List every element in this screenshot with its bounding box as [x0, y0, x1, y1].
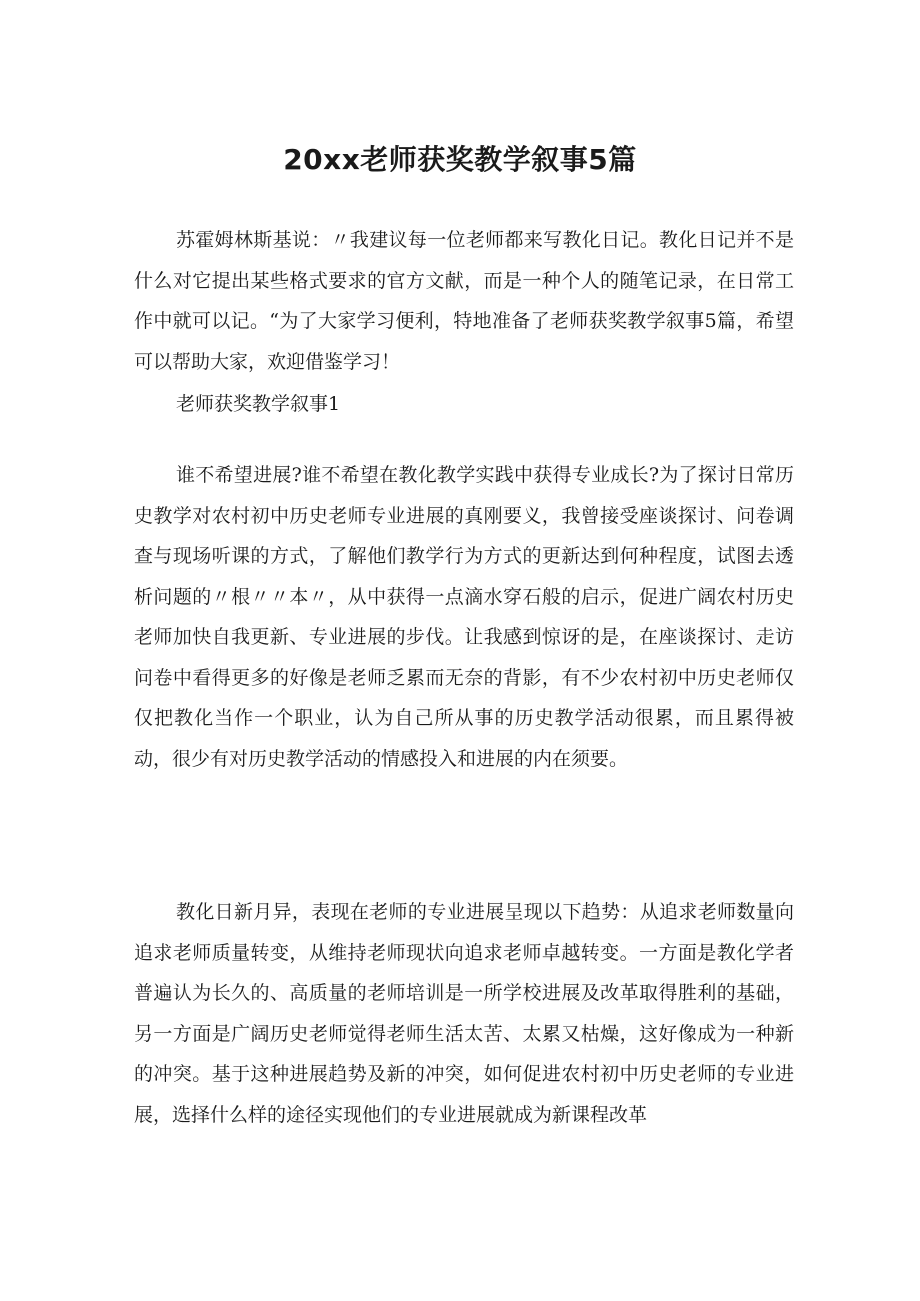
section-heading: 老师获奖教学叙事1 — [176, 393, 341, 415]
document-title: 20xx老师获奖教学叙事5篇 — [283, 143, 637, 176]
body-paragraph-1: 谁不希望进展?谁不希望在教化教学实践中获得专业成长?为了探讨日常历史教学对农村初中历史老师专业进展的真刚要义，我曾接受座谈探讨、问卷调查与现场听课的方式，了解他们教学行为方式的更新达到何种程度，试图去透析问题的〃根〃〃本〃，从中获得一点滴水穿石般的启示，促进广阔农村历史老师加快自我更新、专业进展的步伐。让我感到惊讶的是，在座谈探讨、走访问卷中看得更多的好像是老师乏累而无奈的背影，有不少农村初中历史老师仅仅把教化当作一个职业，认为自己所从事的历史教学活动很累，而且累得被动，很少有对历史教学活动的情感投入和进展的内在须要。 — [134, 464, 794, 770]
body-paragraph-2: 教化日新月异，表现在老师的专业进展呈现以下趋势：从追求老师数量向追求老师质量转变，从维持老师现状向追求老师卓越转变。一方面是教化学者普遍认为长久的、高质量的老师培训是一所学校进展及改革取得胜利的基础，另一方面是广阔历史老师觉得老师生活太苦、太累又枯燥，这好像成为一种新的冲突。基于这种进展趋势及新的冲突，如何促进农村初中历史老师的专业进展，选择什么样的途径实现他们的专业进展就成为新课程改革 — [134, 901, 794, 1126]
intro-paragraph: 苏霍姆林斯基说：〃我建议每一位老师都来写教化日记。教化日记并不是什么对它提出某些格式要求的官方文献，而是一种个人的随笔记录，在日常工作中就可以记。“为了大家学习便利，特地准备了老师获奖教学叙事5篇，希望可以帮助大家，欢迎借鉴学习！ — [134, 229, 794, 373]
